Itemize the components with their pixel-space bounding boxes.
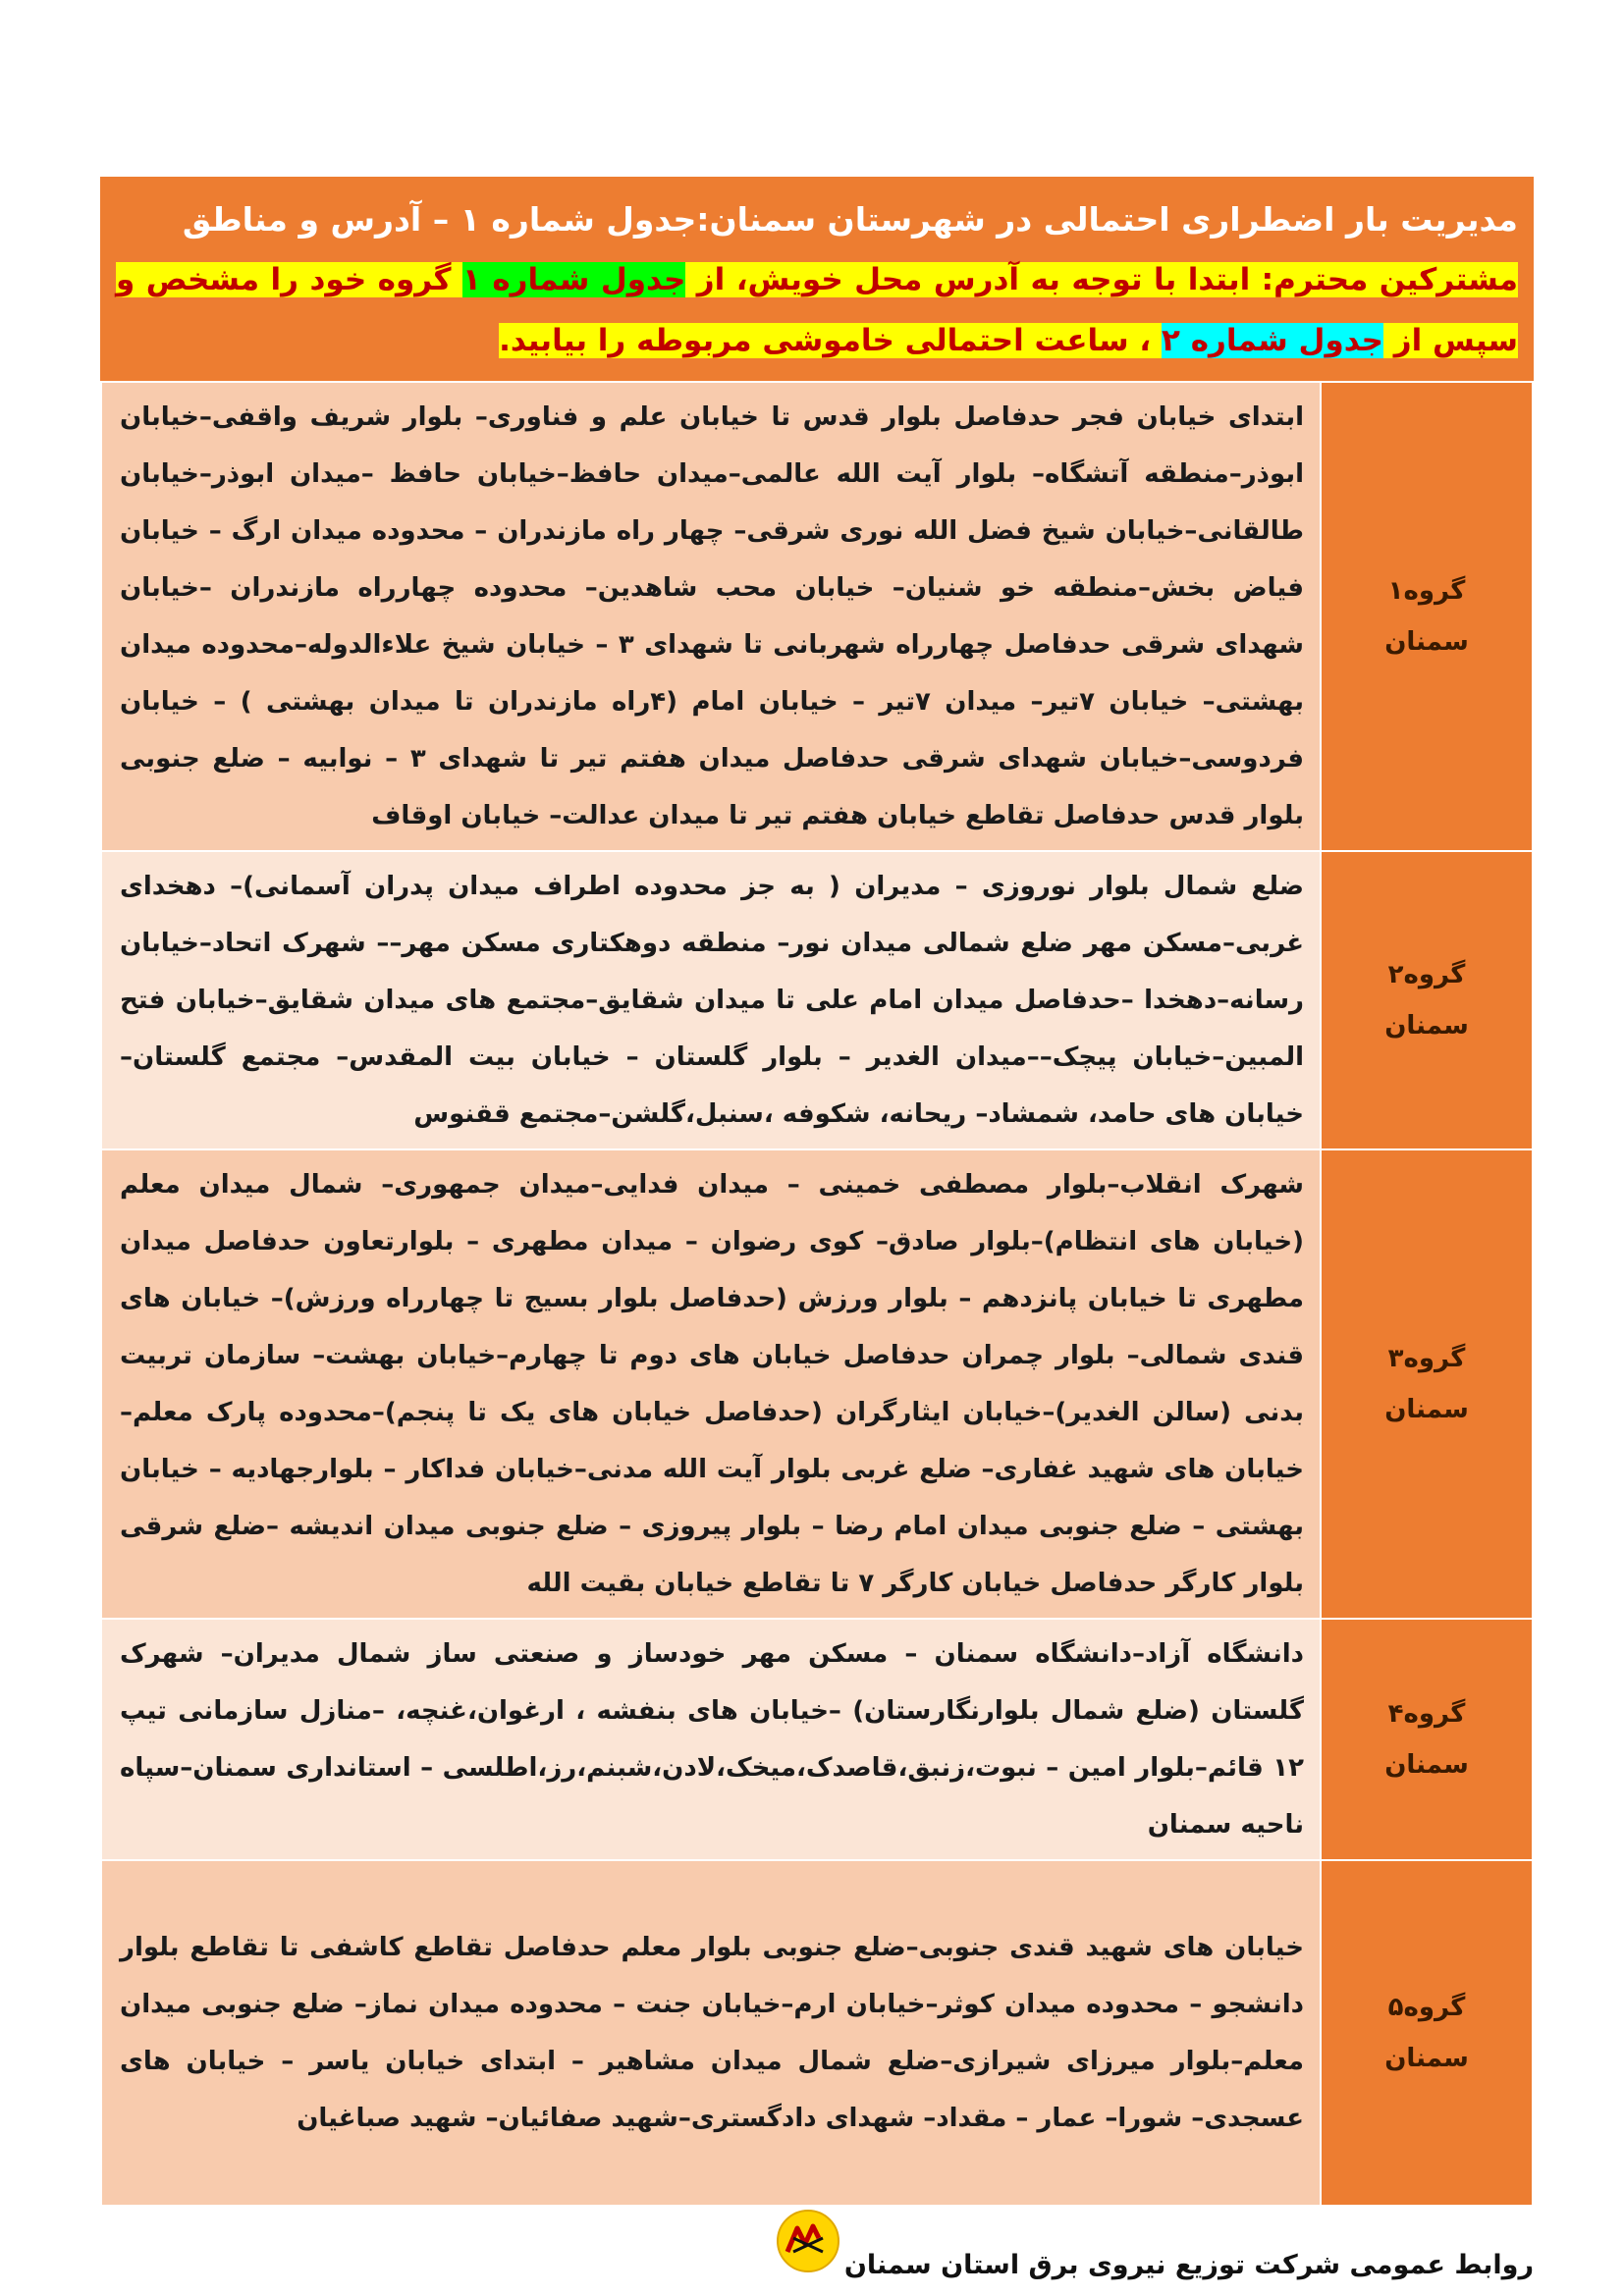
group-label: گروه۱ (1387, 576, 1466, 606)
group-label: گروه۵ (1387, 1993, 1466, 2022)
group-city: سمنان (1384, 1395, 1469, 1424)
table-row (101, 851, 1533, 1149)
instruction-part-2: گروه خود را مشخص و سپس از (116, 262, 1518, 358)
instruction-table1-highlight: جدول شماره ۱ (461, 262, 686, 297)
group-label: گروه۲ (1387, 960, 1466, 989)
group-addresses: شهرک انقلاب–بلوار مصطفی خمینی – میدان فدایی–میدان جمهوری– شمال میدان معلم (خیابان های انتظام)–بلوار صادق– کوی رضوان – میدان مطهری – بلوارتعاون حدفاصل میدان مطهری تا خیابان پانزدهم – بلوار ورزش (حدفاصل بلوار بسیج تا چهارراه ورزش)– خیابان های قندی شمالی– بلوار چمران حدفاصل خیابان های دوم تا چهارم–خیابان بهشت– سازمان تربیت بدنی (سالن الغدیر)–خیابان ایثارگران (حدفاصل خیابان های یک تا پنجم)–محدوده پارک معلم–خیابان های شهید غفاری– ضلع غربی بلوار آیت الله مدنی–خیابان فداکار – بلوارجهادیه – خیابان بهشتی – ضلع جنوبی میدان امام رضا – بلوار پیروزی – ضلع جنوبی میدان اندیشه –ضلع شرقی بلوار کارگر حدفاصل خیابان کارگر ۷ تا تقاطع خیابان بقیت الله (101, 1149, 1321, 1619)
group-city: سمنان (1384, 1011, 1469, 1041)
group-addresses: ضلع شمال بلوار نوروزی – مدیران ( به جز محدوده اطراف میدان پدران آسمانی)– دهخدای غربی–مسکن مهر ضلع شمالی میدان نور– منطقه دوهکتاری مسکن مهر–– شهرک اتحاد–خیابان رسانه–دهخدا –حدفاصل میدان امام علی تا میدان شقایق–مجتمع های میدان شقایق–خیابان فتح المبین–خیابان پیچک––میدان الغدیر – بلوار گلستان – خیابان بیت المقدس– مجتمع گلستان– خیابان های حامد، شمشاد– ریحانه، شکوفه ،سنبل،گلشن–مجتمع ققنوس (101, 851, 1321, 1149)
group-label: گروه۴ (1387, 1699, 1466, 1729)
group-city: سمنان (1384, 627, 1469, 657)
group-city: سمنان (1384, 2044, 1469, 2073)
document (100, 177, 1534, 2207)
table-row (101, 382, 1533, 851)
group-addresses: ابتدای خیابان فجر حدفاصل بلوار قدس تا خیابان علم و فناوری– بلوار شریف واقفی–خیابان ابوذر–منطقه آتشگاه– بلوار آیت الله عالمی–میدان حافظ–خیابان حافظ –میدان ابوذر–خیابان طالقانی–خیابان شیخ فضل الله نوری شرقی– چهار راه مازندران – محدوده میدان ارگ – خیابان فیاض بخش–منطقه خو شنیان– خیابان محب شاهدین– محدوده چهارراه مازندران –خیابان شهدای شرقی حدفاصل چهارراه شهربانی تا شهدای ۳ – خیابان شیخ علاءالدوله–محدوده میدان بهشتی– خیابان ۷تیر– میدان ۷تیر – خیابان امام (۴راه مازندران تا میدان بهشتی ) – خیابان فردوسی–خیابان شهدای شرقی حدفاصل میدان هفتم تیر تا شهدای ۳ – نوابیه – ضلع جنوبی بلوار قدس حدفاصل تقاطع خیابان هفتم تیر تا میدان عدالت– خیابان اوقاف (101, 382, 1321, 851)
group-city: سمنان (1384, 1750, 1469, 1780)
group-addresses: دانشگاه آزاد–دانشگاه سمنان – مسکن مهر خودساز و صنعتی ساز شمال مدیران– شهرک گلستان (ضلع شمال بلوارنگارستان) –خیابان های بنفشه ، ارغوان،غنچه، –منازل سازمانی تیپ ۱۲ قائم–بلوار امین – نبوت،زنبق،قاصدک،میخک،لادن،شبنم،رز،اطلسی – استانداری سمنان–سپاه ناحیه سمنان (101, 1619, 1321, 1860)
group-cell (1321, 382, 1533, 851)
electric-distribution-logo-icon (776, 2209, 840, 2273)
instruction-part-1: مشترکین محترم: ابتدا با توجه به آدرس محل خویش، از (685, 262, 1518, 297)
table-header (100, 177, 1534, 381)
table-row (101, 1860, 1533, 2206)
table-row (101, 1619, 1533, 1860)
group-cell (1321, 851, 1533, 1149)
instruction-text (116, 249, 1518, 371)
instruction-table2-highlight: جدول شماره ۲ (1161, 323, 1383, 358)
table-row (101, 1149, 1533, 1619)
footer-credit: روابط عمومی شرکت توزیع نیروی برق استان سمنان (843, 2250, 1534, 2280)
group-label: گروه۳ (1387, 1344, 1466, 1373)
group-cell (1321, 1860, 1533, 2206)
instruction-part-3: ، ساعت احتمالی خاموشی مربوطه را بیابید. (499, 323, 1162, 358)
group-cell (1321, 1619, 1533, 1860)
groups-table (100, 381, 1534, 2207)
page-title: مدیریت بار اضطراری احتمالی در شهرستان سمنان:جدول شماره ۱ – آدرس و مناطق (182, 200, 1518, 239)
group-addresses: خیابان های شهید قندی جنوبی–ضلع جنوبی بلوار معلم حدفاصل تقاطع کاشفی تا تقاطع بلوار دانشجو – محدوده میدان کوثر–خیابان ارم–خیابان جنت – محدوده میدان نماز– ضلع جنوبی میدان معلم–بلوار میرزای شیرازی–ضلع شمال میدان مشاهیر – ابتدای خیابان یاسر – خیابان های عسجدی– شورا– عمار – مقداد– شهدای دادگستری–شهید صفائیان– شهید صباغیان (101, 1860, 1321, 2206)
group-cell (1321, 1149, 1533, 1619)
